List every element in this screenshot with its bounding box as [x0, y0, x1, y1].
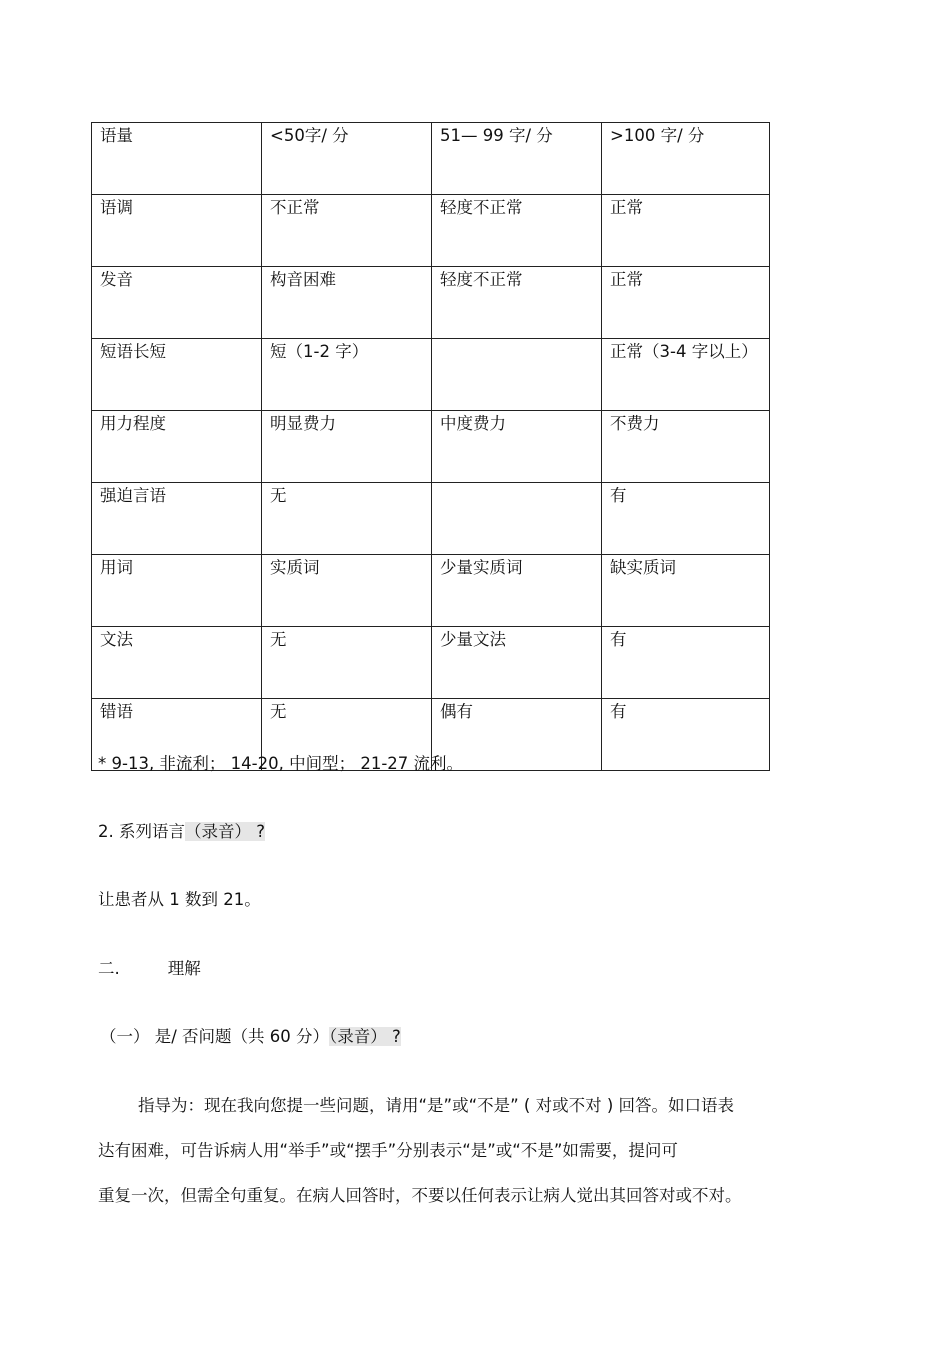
table-cell: 偶有 — [432, 699, 602, 771]
table-cell: 轻度不正常 — [432, 267, 602, 339]
table-cell: 强迫言语 — [92, 483, 262, 555]
table-cell: 正常 — [602, 267, 770, 339]
table-cell: 发音 — [92, 267, 262, 339]
table-cell: 不费力 — [602, 411, 770, 483]
table-cell: <50字/ 分 — [262, 123, 432, 195]
instruction-paragraph-line-3: 重复一次，但需全句重复。在病人回答时，不要以任何表示让病人觉出其回答对或不对。 — [98, 1186, 742, 1205]
subheading-text: （一） 是/ 否问题（共 60 分） — [100, 1027, 330, 1046]
table-row — [92, 411, 770, 483]
table-cell: 有 — [602, 699, 770, 771]
table-cell: 不正常 — [262, 195, 432, 267]
table-cell: 中度费力 — [432, 411, 602, 483]
instruction-paragraph-line-1: 指导为：现在我向您提一些问题，请用“是”或“不是” ( 对或不对 ) 回答。如口语表 — [138, 1096, 735, 1115]
table-row — [92, 195, 770, 267]
table-cell: >100 字/ 分 — [602, 123, 770, 195]
table-cell: 短语长短 — [92, 339, 262, 411]
table-row — [92, 555, 770, 627]
table-cell: 缺实质词 — [602, 555, 770, 627]
table-row — [92, 267, 770, 339]
section-title-text: 2. 系列语言 — [98, 822, 185, 841]
recording-marker: （录音） ? — [329, 1027, 401, 1046]
table-cell: 短（1-2 字） — [262, 339, 432, 411]
table-cell: 少量实质词 — [432, 555, 602, 627]
instruction-count: 让患者从 1 数到 21。 — [98, 890, 261, 909]
table-cell: 少量文法 — [432, 627, 602, 699]
table-cell: 轻度不正常 — [432, 195, 602, 267]
table-cell: 无 — [262, 483, 432, 555]
table-cell: 构音困难 — [262, 267, 432, 339]
recording-marker: （录音） ? — [185, 822, 266, 841]
table-cell: 文法 — [92, 627, 262, 699]
heading-text: 理解 — [167, 959, 201, 978]
table-cell: 实质词 — [262, 555, 432, 627]
heading-comprehension — [98, 957, 201, 981]
instruction-paragraph-line-2: 达有困难，可告诉病人用“举手”或“摆手”分别表示“是”或“不是”如需要，提问可 — [98, 1141, 678, 1160]
scoring-note: * 9-13, 非流利； 14-20, 中间型； 21-27 流利。 — [98, 754, 464, 773]
table-cell: 无 — [262, 699, 432, 771]
table-cell: 明显费力 — [262, 411, 432, 483]
table-cell: 用词 — [92, 555, 262, 627]
table-cell: 错语 — [92, 699, 262, 771]
table-row — [92, 483, 770, 555]
subheading-yes-no — [100, 1025, 401, 1049]
table-row — [92, 627, 770, 699]
table-cell — [432, 339, 602, 411]
table-cell: 有 — [602, 483, 770, 555]
table-cell: 正常（3-4 字以上） — [602, 339, 770, 411]
table-cell: 语调 — [92, 195, 262, 267]
table-cell — [432, 483, 602, 555]
table-row — [92, 123, 770, 195]
fluency-rating-table — [91, 122, 770, 771]
table-cell: 用力程度 — [92, 411, 262, 483]
heading-number: 二. — [98, 959, 120, 978]
table-cell: 无 — [262, 627, 432, 699]
table-cell: 51— 99 字/ 分 — [432, 123, 602, 195]
table-cell: 正常 — [602, 195, 770, 267]
section-title-serial-speech — [98, 820, 265, 844]
table-cell: 有 — [602, 627, 770, 699]
table-cell: 语量 — [92, 123, 262, 195]
table-row — [92, 339, 770, 411]
